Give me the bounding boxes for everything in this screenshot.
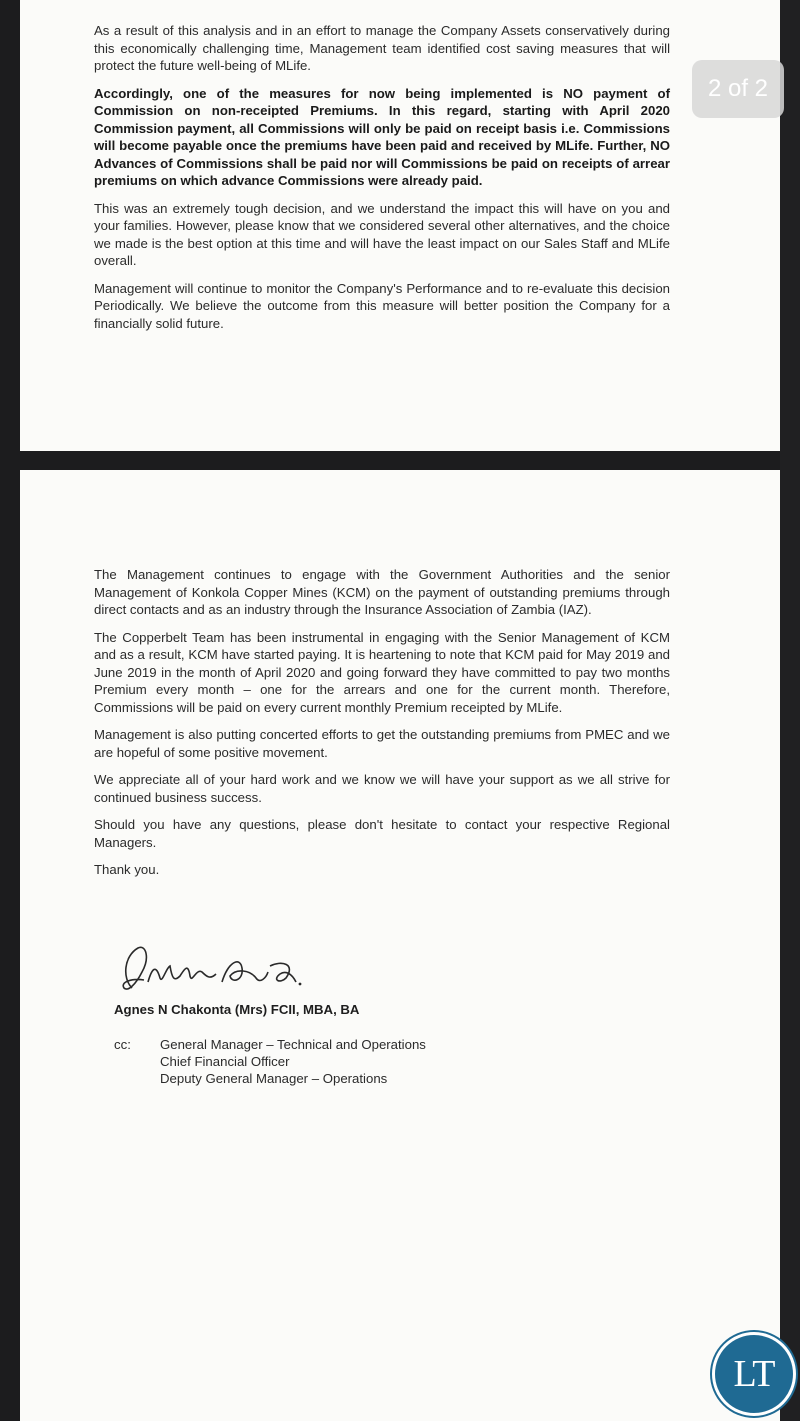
body-paragraph: The Management continues to engage with the Government Authorities and the senior Management of Konkola Copper Mines (KCM) on the payment of outstanding premiums through direct contacts and as an industry through the Insurance Association of Zambia (IAZ).	[94, 567, 670, 617]
cc-recipient: General Manager – Technical and Operations	[160, 1037, 426, 1052]
body-paragraph: We appreciate all of your hard work and we know we will have your support as we all strive for continued business success.	[94, 772, 670, 805]
body-paragraph: Thank you.	[94, 862, 160, 877]
page-indicator: 2 of 2	[692, 60, 784, 118]
signatory-name: Agnes N Chakonta (Mrs) FCII, MBA, BA	[114, 1002, 360, 1017]
cc-recipient: Deputy General Manager – Operations	[160, 1071, 388, 1086]
body-paragraph: Should you have any questions, please don't hesitate to contact your respective Regional Managers.	[94, 817, 670, 850]
signature-image	[110, 938, 310, 1000]
body-paragraph: Management is also putting concerted efforts to get the outstanding premiums from PMEC and we are hopeful of some positive movement.	[94, 727, 670, 760]
body-paragraph: The Copperbelt Team has been instrumental in engaging with the Senior Management of KCM and as a result, KCM have started paying. It is heartening to note that KCM paid for May 2019 and June 2019 in the month of April 2020 and going forward they have committed to pay two months Premium every month – one for the arrears and one for the current month. Therefore, Commissions will be paid on every current monthly Premium receipted by MLife.	[94, 629, 670, 715]
cc-recipient: Chief Financial Officer	[160, 1054, 290, 1069]
body-paragraph: Management will continue to monitor the Company's Performance and to re-evaluate this decision Periodically. We believe the outcome from this measure will better position the Company for a financially solid future.	[94, 280, 670, 331]
body-paragraph: This was an extremely tough decision, and we understand the impact this will have on you and your families. However, please know that we considered several other alternatives, and the choice we made is the best option at this time and will have the least impact on our Sales Staff and MLife overall.	[94, 200, 670, 268]
page-2-body	[94, 566, 670, 889]
body-paragraph: Accordingly, one of the measures for now being implemented is NO payment of Commission on non-receipted Premiums. In this regard, starting with April 2020 Commission payment, all Commissions will only be paid on receipt basis i.e. Commissions will become payable once the premiums have been paid and received by MLife. Further, NO Advances of Commissions shall be paid nor will Commissions be paid on receipts of arrear premiums on which advance Commissions were already paid.	[94, 85, 670, 188]
cc-label: cc:	[114, 1037, 131, 1052]
body-paragraph: As a result of this analysis and in an effort to manage the Company Assets conservatively during this economically challenging time, Management team identified cost saving measures that will protect the future well-being of MLife.	[94, 23, 670, 73]
site-logo[interactable]: LT	[712, 1332, 796, 1416]
cc-list	[160, 1036, 426, 1087]
page-edge-shadow	[780, 0, 800, 1421]
page-1-body	[94, 22, 670, 342]
